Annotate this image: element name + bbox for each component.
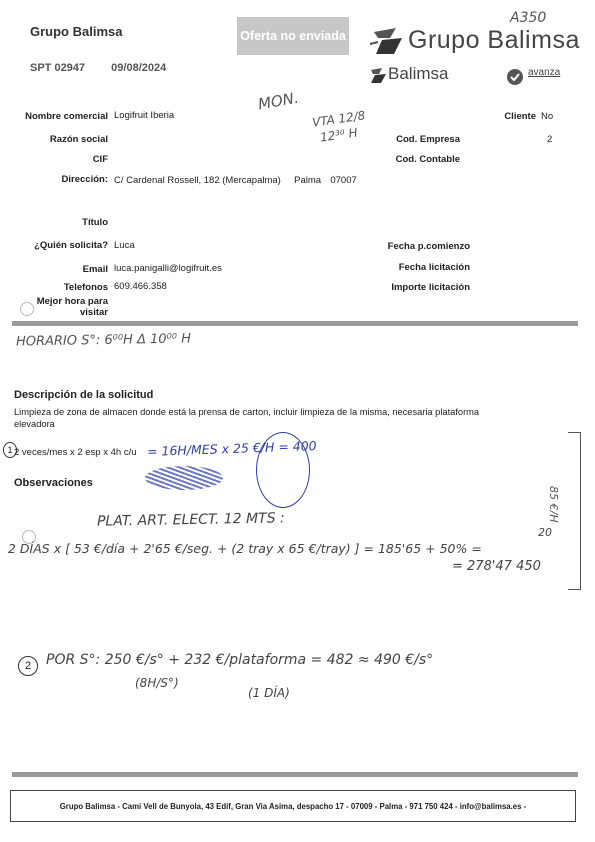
handwritten-note-mon: MON. (256, 88, 301, 114)
balimsa-logo (368, 64, 468, 88)
circle-rate (256, 432, 310, 508)
handwritten-horario: HORARIO S°: 6⁰⁰H Δ 10⁰⁰ H (15, 331, 192, 350)
footer (10, 790, 576, 822)
mejor-hora-label-line1: Mejor hora para (36, 296, 108, 307)
footer-text: Grupo Balimsa - Cami Vell de Bunyola, 43 Edif, Gran Via Asima, despacho 17 - 07009 - Palma - 971 750 424 - info@balimsa.es - (59, 801, 527, 811)
reference-date: 09/08/2024 (111, 62, 167, 74)
plataforma-calc: 2 DÍAS x [ 53 €/día + 2'65 €/seg. + (2 tray x 65 €/tray) ] = 185'65 + 50% = (8, 541, 482, 556)
option-2-sub1: (8H/S°) (135, 676, 179, 690)
company-name: Grupo Balimsa (30, 24, 123, 39)
cliente-value: No (541, 111, 554, 122)
cod-contable-label: Cod. Contable (395, 154, 460, 165)
section-divider-top (12, 321, 578, 326)
quien-solicita-value: Luca (114, 240, 135, 251)
titulo-label: Título (82, 217, 108, 228)
descripcion-text-line1: Limpieza de zona de almacen donde está la prensa de carton, incluir limpieza de la misma, necesaria plataforma (14, 407, 480, 417)
avanza-logo (506, 66, 572, 88)
side-note: 85 €/H (547, 486, 560, 523)
cod-empresa-value: 2 (547, 134, 553, 145)
balimsa-b-icon (368, 24, 408, 60)
plataforma-result: = 278'47 450 (452, 559, 541, 574)
reference-line (30, 62, 166, 74)
reference-number: SPT 02947 (30, 62, 86, 74)
direccion-label: Dirección: (61, 174, 108, 185)
direccion-city: Palma (294, 175, 322, 186)
mejor-hora-label-line2: visitar (80, 307, 108, 318)
avanza-check-icon (506, 68, 524, 86)
scribble-mark (145, 466, 223, 490)
nombre-comercial-label: Nombre comercial (25, 111, 108, 122)
side-bracket (568, 432, 581, 590)
fecha-licitacion-label: Fecha licitación (398, 262, 470, 273)
cif-label: CIF (92, 154, 108, 165)
balimsa-small-b-icon (368, 66, 388, 84)
fecha-comienzo-label: Fecha p.comienzo (387, 241, 470, 252)
avanza-text: avanza (528, 67, 561, 78)
handwritten-note-vta: VTA 12/8 (311, 108, 367, 130)
telefonos-label: Telefonos (63, 282, 108, 293)
direccion-value (114, 175, 357, 186)
telefonos-value: 609.466.358 (114, 281, 167, 292)
importe-licitacion-label: Importe licitación (391, 282, 470, 293)
plataforma-pct-note: 20 (538, 526, 552, 539)
section-divider-bottom (12, 772, 578, 777)
razon-social-label: Razón social (49, 134, 108, 145)
option-1-calc: = 16H/MES x 25 €/H = 400 (146, 438, 317, 459)
grupo-balimsa-logo (368, 22, 580, 58)
option-2-marker: 2 (18, 656, 38, 676)
option-2-calc: POR S°: 250 €/s° + 232 €/plataforma = 482 ≈ 490 €/s° (46, 652, 434, 668)
direccion-cp: 07007 (330, 175, 357, 186)
cliente-label: Cliente (504, 111, 536, 122)
handwritten-code: A350 (510, 10, 547, 26)
descripcion-text-line2: elevadora (14, 419, 55, 429)
email-label: Email (82, 264, 108, 275)
logo-sub-text: Balimsa (388, 64, 449, 83)
quien-solicita-label: ¿Quién solicita? (34, 240, 108, 251)
descripcion-text (14, 406, 574, 430)
observaciones-title: Observaciones (14, 477, 93, 489)
handwritten-note-time: 12³⁰ H (319, 125, 359, 145)
option-2-sub2: (1 DÍA) (248, 686, 290, 700)
option-1-text: 2 veces/mes x 2 esp x 4h c/u (14, 447, 137, 458)
plataforma-title: PLAT. ART. ELECT. 12 MTS : (96, 510, 285, 530)
email-value[interactable]: luca.panigalli@logifruit.es (114, 263, 222, 274)
punch-hole-1 (20, 302, 34, 316)
status-button[interactable]: Oferta no enviada (237, 17, 349, 55)
option-1-marker: 1 (3, 442, 17, 458)
descripcion-title: Descripción de la solicitud (14, 389, 154, 401)
cod-empresa-label: Cod. Empresa (396, 134, 460, 145)
direccion-street: C/ Cardenal Rossell, 182 (Mercapalma) (114, 175, 281, 186)
nombre-comercial-value: Logifruit Iberia (114, 110, 175, 121)
logo-main-text: Grupo Balimsa (408, 26, 580, 54)
